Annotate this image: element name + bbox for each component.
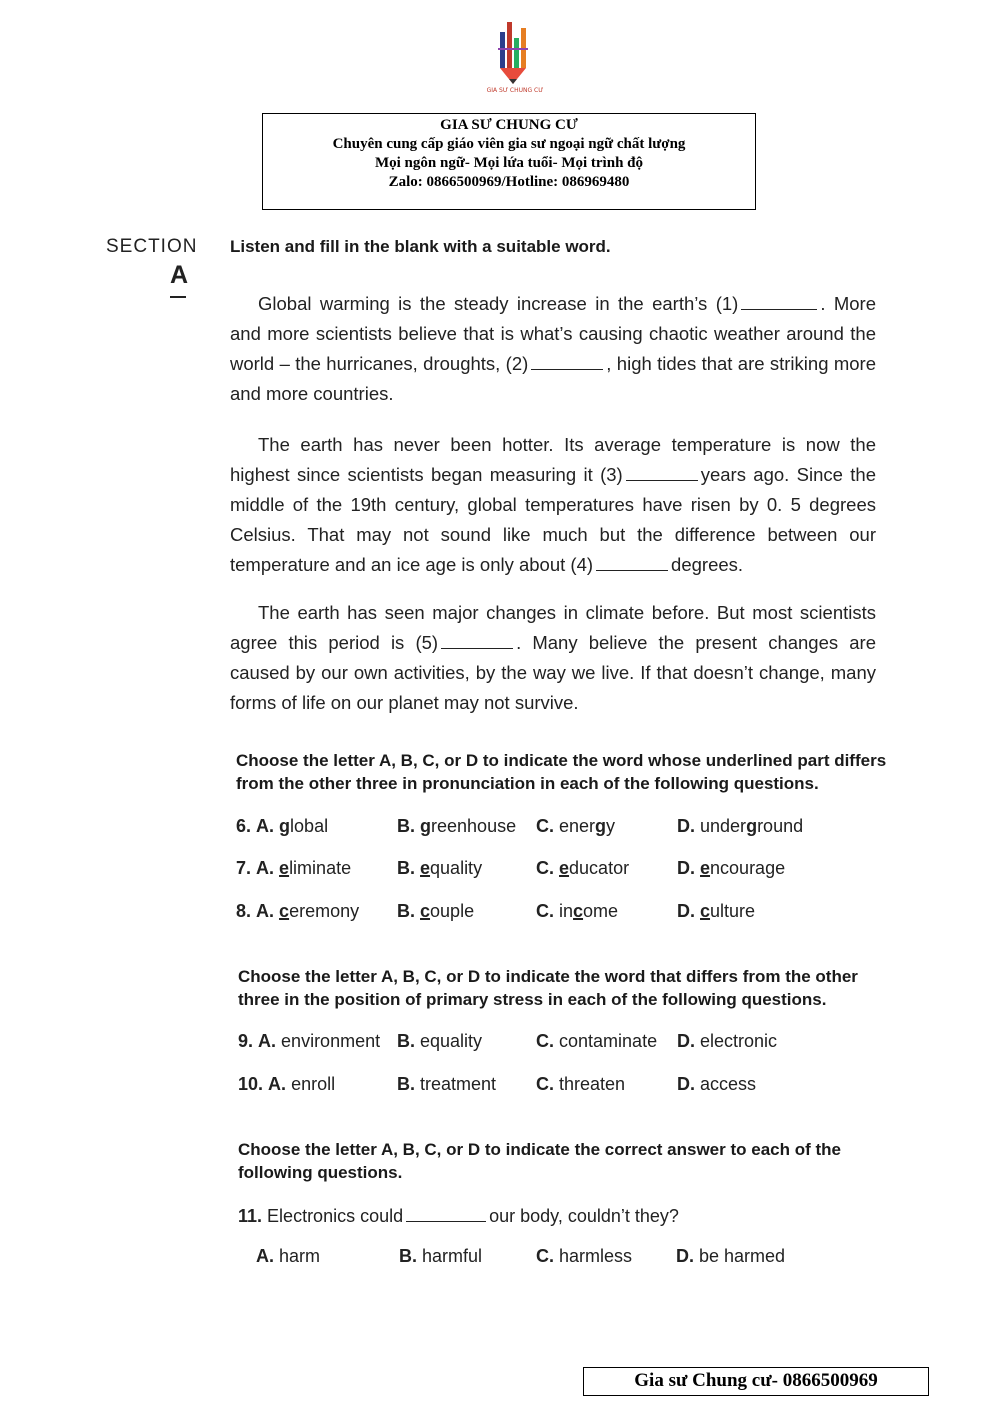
q6-option-a[interactable]: 6. A. global <box>236 816 329 836</box>
header-line1: Chuyên cung cấp giáo viên gia sư ngoại ngữ chất lượng <box>332 136 686 152</box>
header-contact: Zalo: 0866500969/Hotline: 086969480 <box>388 174 630 190</box>
q7-option-c[interactable]: C. educator <box>536 858 630 878</box>
blank-number-3: (3) <box>600 464 623 485</box>
blank-number-2: (2) <box>505 353 529 374</box>
blank-number-1: (1) <box>715 293 739 314</box>
question-11-stem: 11. Electronics could our body, couldn’t they? <box>238 1203 679 1227</box>
q11-option-b[interactable]: B. harmful <box>399 1246 483 1266</box>
section-divider <box>170 296 186 298</box>
q10-option-a[interactable]: 10. A. enroll <box>238 1074 336 1094</box>
paragraph-3: The earth has seen major changes in climate before. But most scientists agree this period is (5) . Many believe the present changes are caused by our own activities, by the way we live. If that doesn’t change, many forms of life on our planet may not survive. <box>230 602 877 713</box>
q6-option-d[interactable]: D. underground <box>677 816 804 836</box>
q6-option-b[interactable]: B. greenhouse <box>397 816 517 836</box>
q11-option-c[interactable]: C. harmless <box>536 1246 633 1266</box>
q10-option-b[interactable]: B. treatment <box>397 1074 497 1094</box>
blank-4[interactable] <box>596 552 668 572</box>
q9-option-d[interactable]: D. electronic <box>677 1031 778 1051</box>
header-line2: Mọi ngôn ngữ- Mọi lứa tuổi- Mọi trình độ <box>374 155 643 171</box>
blank-5[interactable] <box>441 630 513 650</box>
part4-instruction: Choose the letter A, B, C, or D to indicate the correct answer to each of the following questions. <box>238 1140 841 1182</box>
header-title: GIA SƯ CHUNG CƯ <box>440 117 578 133</box>
q7-option-a[interactable]: 7. A. eliminate <box>236 858 352 878</box>
header-box <box>262 113 756 210</box>
blank-number-4: (4) <box>570 554 594 575</box>
q11-option-a[interactable]: A. harm <box>256 1246 321 1266</box>
q8-option-c[interactable]: C. income <box>536 901 619 921</box>
paragraph-1: Global warming is the steady increase in the earth’s (1) . More and more scientists believe that is what’s causing chaotic weather around the world – the hurricanes, droughts, (2) , high tides that are striking more and more countries. <box>230 289 876 409</box>
q9-option-a[interactable]: 9. A. environment <box>238 1031 381 1051</box>
section-label: SECTION <box>106 236 198 257</box>
footer-contact: Gia sư Chung cư- 0866500969 <box>583 1367 929 1396</box>
q9-option-b[interactable]: B. equality <box>397 1031 483 1051</box>
blank-number-5: (5) <box>415 632 439 653</box>
part3-instruction: Choose the letter A, B, C, or D to indicate the word that differs from the other three in the position of primary stress in each of the following questions. <box>238 967 858 1009</box>
paragraph-2: The earth has never been hotter. Its average temperature is now the highest since scientists began measuring it (3) years ago. Since the middle of the 19th century, global temperatures have risen by 0. 5 degrees Celsius. That may not sound like much but the difference between our temperature and an ice age is only about (4) degrees. <box>230 434 876 575</box>
q9-option-c[interactable]: C. contaminate <box>536 1031 658 1051</box>
q10-option-d[interactable]: D. access <box>677 1074 757 1094</box>
q11-option-d[interactable]: D. be harmed <box>676 1246 786 1266</box>
q10-option-c[interactable]: C. threaten <box>536 1074 626 1094</box>
q11-blank[interactable] <box>406 1203 486 1222</box>
q6-option-c[interactable]: C. energy <box>536 816 616 836</box>
blank-1[interactable] <box>741 291 817 311</box>
logo-caption: GIA SƯ CHUNG CƯ <box>486 87 544 94</box>
blank-2[interactable] <box>531 351 603 371</box>
section-letter: A <box>170 261 189 289</box>
part1-instruction: Listen and fill in the blank with a suitable word. <box>230 237 611 256</box>
q8-option-d[interactable]: D. culture <box>677 901 756 921</box>
logo-pencil-bars-icon <box>486 18 542 98</box>
part2-instruction: Choose the letter A, B, C, or D to indicate the word whose underlined part differs from the other three in pronunciation in each of the following questions. <box>236 751 887 793</box>
q7-option-b[interactable]: B. equality <box>397 858 483 878</box>
q7-option-d[interactable]: D. encourage <box>677 858 786 878</box>
q8-option-a[interactable]: 8. A. ceremony <box>236 901 360 921</box>
q8-option-b[interactable]: B. couple <box>397 901 475 921</box>
blank-3[interactable] <box>626 462 698 482</box>
